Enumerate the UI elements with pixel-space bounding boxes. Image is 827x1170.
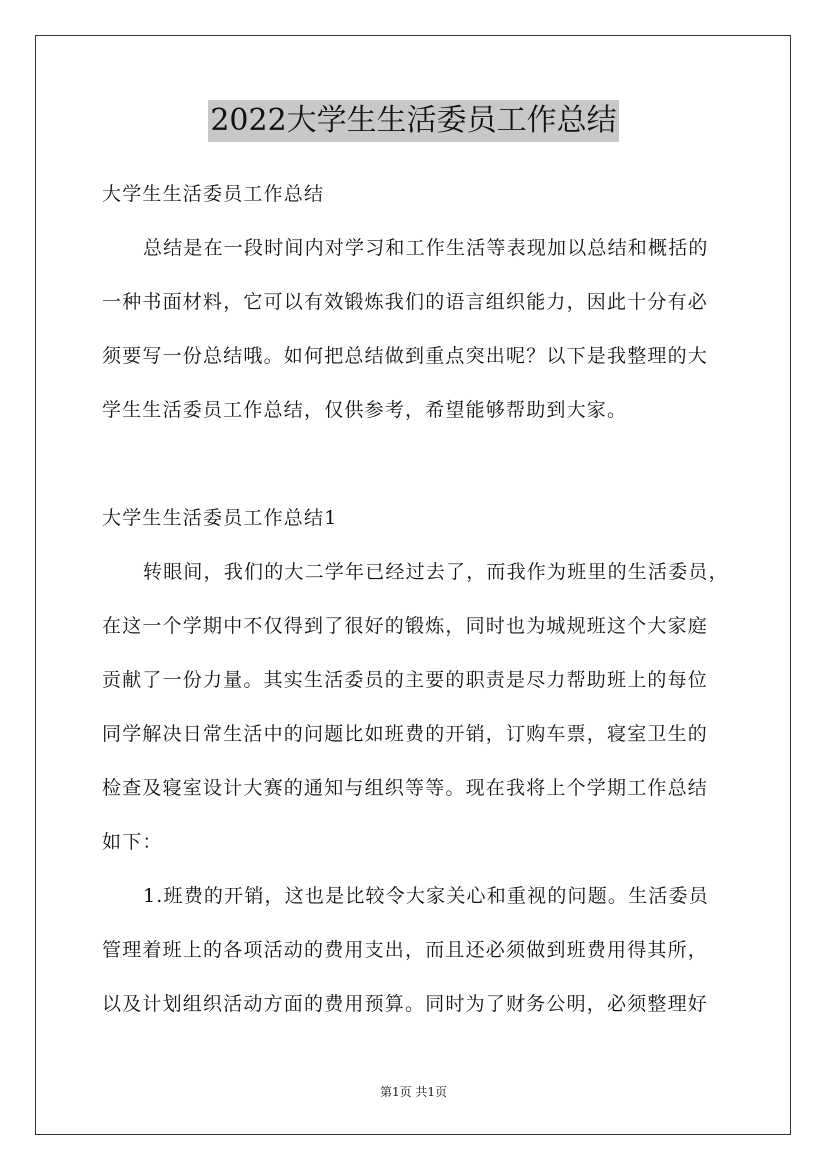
document-title: 2022大学生生活委员工作总结 bbox=[208, 100, 618, 142]
paragraph-line: 同学解决日常生活中的问题比如班费的开销，订购车票，寝室卫生的 bbox=[102, 723, 709, 745]
page-number: 第1页 共1页 bbox=[379, 1085, 448, 1099]
paragraph-line: 检查及寝室设计大赛的通知与组织等等。现在我将上个学期工作总结 bbox=[102, 777, 709, 799]
title-container bbox=[0, 100, 827, 142]
paragraph-line: 如下： bbox=[102, 831, 163, 853]
paragraph-line: 须要写一份总结哦。如何把总结做到重点突出呢？以下是我整理的大 bbox=[102, 345, 709, 367]
paragraph-line: 转眼间，我们的大二学年已经过去了，而我作为班里的生活委员， bbox=[143, 561, 729, 583]
paragraph-line: 以及计划组织活动方面的费用预算。同时为了财务公明，必须整理好 bbox=[102, 993, 709, 1015]
page-footer bbox=[0, 1084, 827, 1100]
section-heading: 大学生生活委员工作总结 bbox=[102, 183, 325, 205]
paragraph-line: 管理着班上的各项活动的费用支出，而且还必须做到班费用得其所， bbox=[102, 939, 709, 961]
paragraph-line: 在这一个学期中不仅得到了很好的锻炼，同时也为城规班这个大家庭 bbox=[102, 615, 709, 637]
paragraph-line: 1.班费的开销，这也是比较令大家关心和重视的问题。生活委员 bbox=[143, 885, 709, 907]
paragraph-line: 总结是在一段时间内对学习和工作生活等表现加以总结和概括的 bbox=[143, 237, 709, 259]
paragraph-line: 学生生活委员工作总结，仅供参考，希望能够帮助到大家。 bbox=[102, 399, 628, 421]
paragraph-line: 贡献了一份力量。其实生活委员的主要的职责是尽力帮助班上的每位 bbox=[102, 669, 709, 691]
paragraph-line: 一种书面材料，它可以有效锻炼我们的语言组织能力，因此十分有必 bbox=[102, 291, 709, 313]
section-heading: 大学生生活委员工作总结1 bbox=[102, 507, 338, 529]
